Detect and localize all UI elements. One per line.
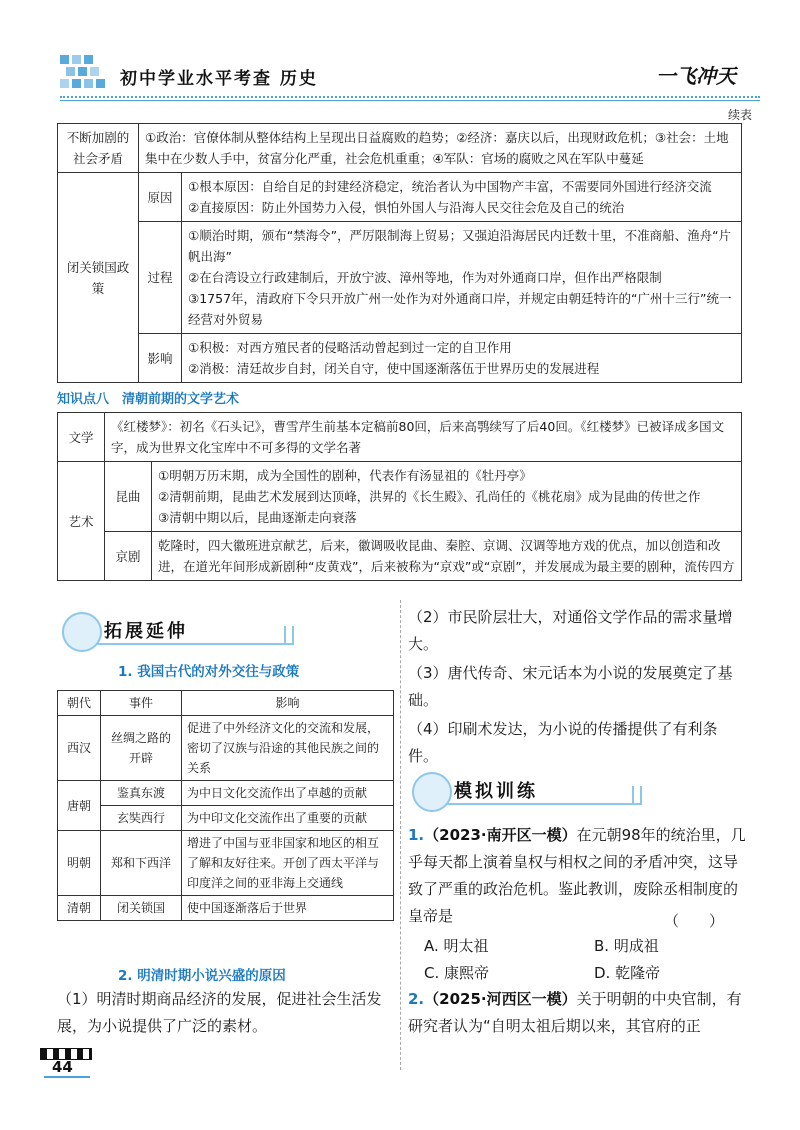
q1-option-c[interactable]: C. 康熙帝 bbox=[424, 964, 490, 982]
q1-option-a[interactable]: A. 明太祖 bbox=[424, 937, 489, 955]
process-label: 过程 bbox=[139, 222, 182, 334]
table-row: 唐朝 鉴真东渡 为中日文化交流作出了卓越的贡献 bbox=[58, 781, 394, 806]
header-rule bbox=[60, 100, 760, 101]
table-row: 明朝 郑和下西洋 增进了中国与亚非国家和地区的相互了解和友好往来。开创了西太平洋与印度洋之间的亚非海上交通线 bbox=[58, 831, 394, 896]
closed-door-table bbox=[57, 123, 742, 383]
art-label: 艺术 bbox=[58, 462, 105, 581]
q1-option-d[interactable]: D. 乾隆帝 bbox=[594, 964, 661, 982]
reason-2: ②直接原因：防止外国势力入侵，惧怕外国人与沿海人民交往会危及自己的统治 bbox=[182, 197, 742, 222]
q1-answer-paren: （ ） bbox=[664, 912, 725, 930]
impact-label: 影响 bbox=[139, 334, 182, 383]
impact-2: ②消极：清廷故步自封，闭关自守，使中国逐渐落伍于世界历史的发展进程 bbox=[182, 358, 742, 383]
novel-reason-3: （3）唐代传奇、宋元话本为小说的发展奠定了基础。 bbox=[408, 664, 733, 709]
practice-icon bbox=[412, 772, 452, 812]
novel-reason-2: （2）市民阶层壮大，对通俗文学作品的需求量增大。 bbox=[408, 608, 733, 653]
table-row: 玄奘西行 为中印文化交流作出了重要的贡献 bbox=[58, 806, 394, 831]
jingju-text: 乾隆时，四大徽班进京献艺，后来，徽调吸收昆曲、秦腔、京调、汉调等地方戏的优点，加以创造和改进，在道光年间形成新剧种“皮黄戏”，后来被称为“京戏”或“京剧”，并发展成为最主要的剧种，流传四方 bbox=[152, 532, 742, 581]
expand-title: 拓展延伸 bbox=[104, 621, 188, 642]
knowledge-point-8-title: 知识点八 清朝前期的文学艺术 bbox=[57, 392, 240, 407]
literature-art-table bbox=[57, 412, 742, 581]
contradiction-text: ①政治：官僚体制从整体结构上呈现出日益腐败的趋势；②经济：嘉庆以后，出现财政危机；③社会：土地集中在少数人手中，贫富分化严重，社会危机重重；④军队：官场的腐败之风在军队中蔓延 bbox=[139, 124, 742, 173]
process-1: ①顺治时期，颁布“禁海令”，严厉限制海上贸易；又强迫沿海居民内迁数十里，不准商船、渔舟“片帆出海” bbox=[182, 222, 742, 268]
q1-source: （2023·南开区一模） bbox=[424, 826, 577, 844]
page-header bbox=[0, 0, 800, 110]
literature-text: 《红楼梦》：初名《石头记》，曹雪芹生前基本定稿前80回，后来高鹗续写了后40回。《红楼梦》已被译成多国文字，成为世界文化宝库中不可多得的文学名著 bbox=[105, 413, 742, 462]
th-dynasty: 朝代 bbox=[58, 691, 101, 716]
table-row: 清朝 闭关锁国 使中国逐渐落后于世界 bbox=[58, 896, 394, 921]
page-number: 44 bbox=[52, 1058, 73, 1076]
q1-option-b[interactable]: B. 明成祖 bbox=[594, 937, 659, 955]
q2-source: （2025·河西区一模） bbox=[424, 990, 577, 1008]
novel-reason-4: （4）印刷术发达，为小说的传播提供了有利条件。 bbox=[408, 720, 718, 765]
literature-label: 文学 bbox=[58, 413, 105, 462]
header-decor-squares bbox=[60, 55, 120, 95]
expand-banner bbox=[62, 612, 294, 648]
continued-label: 续表 bbox=[727, 108, 752, 122]
contradiction-label: 不断加剧的社会矛盾 bbox=[58, 124, 139, 173]
impact-1: ①积极：对西方殖民者的侵略活动曾起到过一定的自卫作用 bbox=[182, 334, 742, 359]
foreign-relations-table bbox=[57, 690, 394, 921]
q1-number: 1. bbox=[408, 826, 425, 844]
expand-sub1: 1. 我国古代的对外交往与政策 bbox=[118, 664, 300, 680]
page-number-badge bbox=[40, 1048, 92, 1080]
process-3: ③1757年，清政府下令只开放广州一处作为对外通商口岸，并规定由朝廷特许的“广州十三行”统一经营对外贸易 bbox=[182, 288, 742, 334]
q2-text: 关于明朝的中央官制，有研究者认为“自明太祖后期以来，其官府的正 bbox=[408, 990, 742, 1035]
jingju-label: 京剧 bbox=[105, 532, 152, 581]
header-title: 初中学业水平考查 历史 bbox=[120, 69, 318, 89]
q1-text: 在元朝98年的统治里，几乎每天都上演着皇权与相权之间的矛盾冲突，这导致了严重的政治危机。鉴此教训，废除丞相制度的皇帝是 bbox=[408, 826, 746, 925]
column-divider bbox=[400, 600, 401, 1070]
process-2: ②在台湾设立行政建制后，开放宁波、漳州等地，作为对外通商口岸，但作出严格限制 bbox=[182, 267, 742, 288]
header-dotted-line bbox=[60, 96, 760, 98]
q2-number: 2. bbox=[408, 990, 425, 1008]
th-impact: 影响 bbox=[182, 691, 394, 716]
expand-sub2: 2. 明清时期小说兴盛的原因 bbox=[118, 968, 286, 984]
kunqu-1: ①明朝万历末期，成为全国性的剧种，代表作有汤显祖的《牡丹亭》 bbox=[152, 462, 742, 487]
policy-label: 闭关锁国政策 bbox=[58, 173, 139, 383]
kunqu-2: ②清朝前期，昆曲艺术发展到达顶峰，洪昇的《长生殿》、孔尚任的《桃花扇》成为昆曲的传世之作 bbox=[152, 486, 742, 507]
reason-1: ①根本原因：自给自足的封建经济稳定，统治者认为中国物产丰富，不需要同外国进行经济交流 bbox=[182, 173, 742, 198]
expand-icon bbox=[62, 612, 102, 652]
header-brand: 一飞冲天 bbox=[656, 64, 736, 88]
reason-label: 原因 bbox=[139, 173, 182, 222]
practice-title: 模拟训练 bbox=[454, 781, 538, 802]
kunqu-label: 昆曲 bbox=[105, 462, 152, 532]
practice-banner bbox=[412, 772, 642, 808]
th-event: 事件 bbox=[101, 691, 182, 716]
question-2 bbox=[408, 986, 748, 1040]
table-row: 西汉 丝绸之路的开辟 促进了中外经济文化的交流和发展，密切了汉族与沿途的其他民族之间的关系 bbox=[58, 716, 394, 781]
novel-reason-1: （1）明清时期商品经济的发展，促进社会生活发展，为小说提供了广泛的素材。 bbox=[57, 990, 382, 1035]
kunqu-3: ③清朝中期以后，昆曲逐渐走向衰落 bbox=[152, 507, 742, 532]
